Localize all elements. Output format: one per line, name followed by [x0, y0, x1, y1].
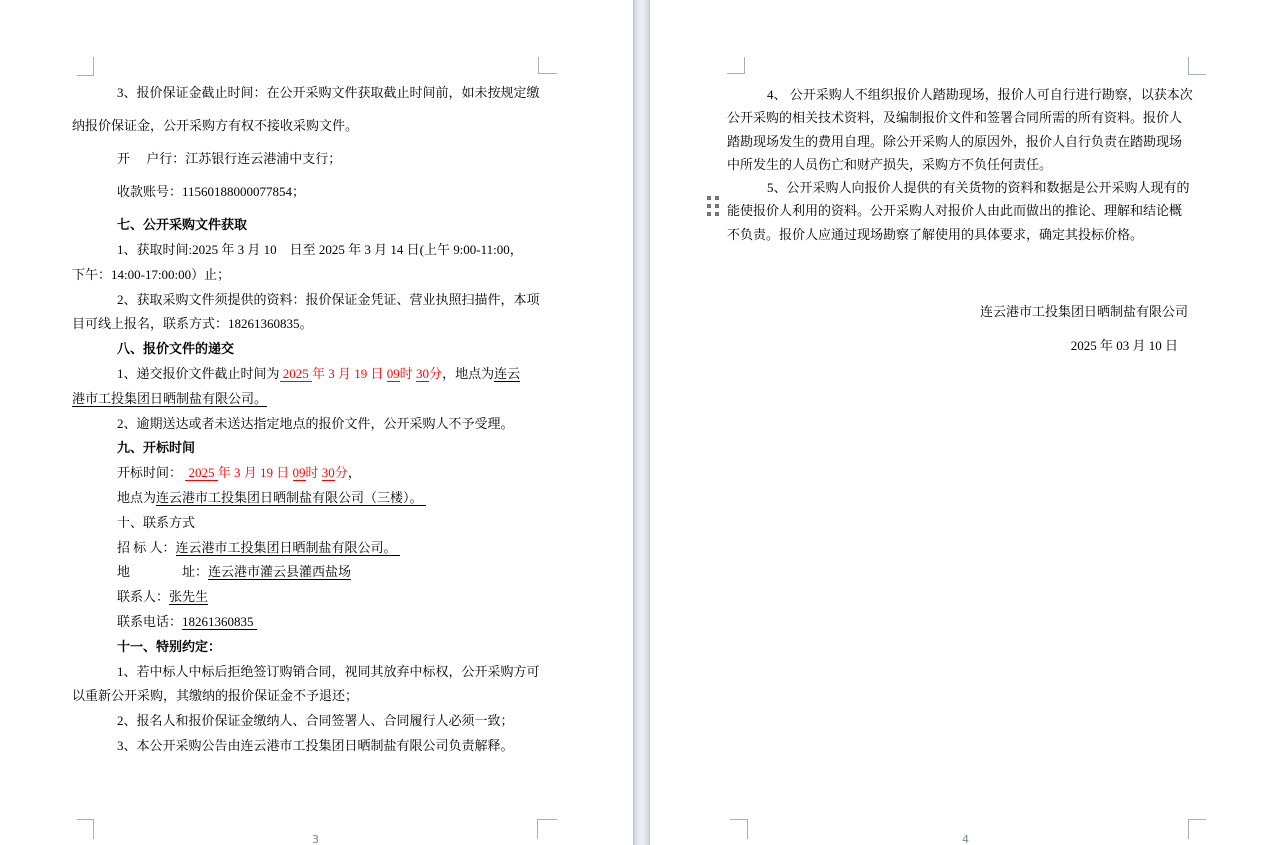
text-line: [727, 176, 1232, 199]
text-segment: 联系人：: [117, 589, 170, 605]
text-segment: 18261360835: [182, 613, 257, 629]
text-line: [72, 734, 602, 759]
text-segment: 地点为: [117, 489, 157, 505]
text-segment: 不负责。报价人应通过现场勘察了解使用的具体要求，确定其投标价格。: [727, 226, 1144, 242]
text-line: [727, 130, 1232, 153]
text-segment: 公开采购的相关技术资料，及编制报价文件和签署合同所需的所有资料。报价人: [727, 110, 1183, 126]
text-segment: 中所发生的人员伤亡和财产损失，采购方不负任何责任。: [727, 156, 1053, 172]
text-line: [72, 412, 602, 437]
page-number-left: 3: [312, 833, 319, 845]
text-line: [727, 83, 1232, 106]
text-segment: 3、报价保证金截止时间：在公开采购文件获取截止时间前，如未按规定缴: [117, 85, 540, 100]
text-segment: 年 3 月 19 日: [312, 365, 387, 381]
text-segment: 七、公开采购文件获取: [117, 217, 248, 232]
text-line: [72, 610, 602, 635]
crop-mark: [537, 819, 557, 839]
crop-mark: [538, 57, 557, 74]
text-segment: 时: [305, 465, 322, 481]
text-line: [72, 312, 602, 337]
text-segment: 联系电话：: [117, 613, 183, 629]
text-segment: 1、递交报价文件截止时间为: [117, 365, 280, 381]
drag-handle-dot: [707, 204, 711, 208]
text-segment: 开 户行：江苏银行连云港浦中支行；: [117, 151, 342, 166]
text-segment: 年 3 月 19 日: [217, 465, 293, 481]
text-segment: 以重新公开采购，其缴纳的报价保证金不予退还；: [72, 688, 359, 704]
signature-company: 连云港市工投集团日晒制盐有限公司: [979, 304, 1188, 319]
crop-mark: [1188, 819, 1206, 839]
text-line: [727, 199, 1232, 222]
text-segment: 地 址：: [117, 564, 209, 580]
text-segment: 3、本公开采购公告由连云港市工投集团日晒制盐有限公司负责解释。: [117, 737, 514, 753]
text-line: [72, 362, 602, 387]
text-segment: 5、公开采购人向报价人提供的有关货物的资料和数据是公开采购人现有的: [767, 180, 1190, 196]
drag-handle-dot: [707, 196, 711, 200]
text-segment: 目可线上报名，联系方式：18261360835。: [72, 316, 313, 332]
crop-mark: [77, 819, 94, 839]
drag-handle-dot: [715, 204, 719, 208]
text-segment: 2025: [185, 465, 218, 481]
right-page-text-block: [727, 83, 1232, 246]
text-line: [727, 223, 1232, 246]
text-segment: 1、若中标人中标后拒绝签订购销合同，视同其放弃中标权，公开采购方可: [117, 663, 540, 679]
crop-mark: [730, 819, 748, 839]
text-segment: 十、联系方式: [117, 514, 196, 530]
crop-mark: [77, 57, 94, 76]
text-segment: 分: [334, 465, 348, 481]
text-line: [72, 486, 602, 511]
page-divider: [633, 0, 650, 845]
text-segment: 下午：14:00-17:00:00）止；: [72, 266, 231, 282]
text-segment: 2、逾期送达或者未送达指定地点的报价文件，公开采购人不予受理。: [117, 415, 514, 431]
text-segment: 30: [321, 465, 335, 481]
text-segment: 2025: [279, 365, 313, 381]
text-segment: 八、报价文件的递交: [117, 341, 235, 357]
text-segment: 九、开标时间: [117, 440, 196, 456]
text-line: [72, 288, 602, 313]
text-segment: 收款账号：11560188000077854；: [117, 184, 306, 199]
text-line: [72, 175, 602, 208]
text-line: [72, 142, 602, 175]
text-line: [72, 263, 602, 288]
text-line: [727, 153, 1232, 176]
drag-handle-dot: [715, 196, 719, 200]
text-line: [72, 238, 602, 263]
text-line: [72, 635, 602, 660]
crop-mark: [1188, 57, 1206, 75]
text-segment: 2、报名人和报价保证金缴纳人、合同签署人、合同履行人必须一致；: [117, 713, 514, 729]
drag-handle-dot: [715, 212, 719, 216]
text-segment: 张先生: [169, 589, 209, 605]
text-line: [72, 684, 602, 709]
text-segment: ，地点为: [442, 365, 495, 381]
text-segment: 09: [292, 465, 306, 481]
text-line: [72, 536, 602, 561]
text-segment: 踏勘现场发生的费用自理。除公开采购人的原因外，报价人自行负责在踏勘现场: [727, 133, 1183, 149]
drag-handle-dot: [707, 212, 711, 216]
left-page-text-block-top: [72, 76, 602, 241]
text-segment: 能使报价人利用的资料。公开采购人对报价人由此而做出的推论、理解和结论概: [727, 203, 1183, 219]
text-line: [72, 511, 602, 536]
text-segment: 招 标 人：: [117, 539, 176, 555]
text-segment: 30: [416, 365, 430, 381]
text-segment: 连云港市工投集团日晒制盐有限公司（三楼）。: [156, 489, 426, 505]
text-line: [72, 709, 602, 734]
text-line: [72, 436, 602, 461]
text-segment: 分: [429, 365, 443, 381]
text-segment: 4、 公开采购人不组织报价人踏勘现场，报价人可自行进行勘察，以获本次: [767, 87, 1193, 102]
text-line: [72, 109, 602, 142]
drag-handle-icon[interactable]: [707, 196, 719, 216]
text-line: [72, 387, 602, 412]
text-segment: 连云港市灌云县灌西盐场: [208, 564, 352, 580]
text-segment: 连云: [494, 365, 521, 381]
text-segment: 港市工投集团日晒制盐有限公司。: [72, 390, 268, 406]
text-line: [72, 585, 602, 610]
text-line: [72, 208, 602, 241]
text-segment: ，: [347, 465, 361, 481]
text-line: [72, 660, 602, 685]
text-segment: 连云港市工投集团日晒制盐有限公司。: [175, 539, 400, 555]
text-segment: 09: [386, 365, 400, 381]
crop-mark: [727, 57, 745, 74]
text-segment: 十一、特别约定：: [117, 638, 222, 654]
text-line: [72, 337, 602, 362]
signature-date: 2025 年 03 月 10 日: [1070, 338, 1178, 353]
text-segment: 时: [399, 365, 417, 381]
left-page-text-block-main: [72, 238, 602, 759]
text-segment: 2、获取采购文件须提供的资料：报价保证金凭证、营业执照扫描件，本项: [117, 291, 540, 307]
page-number-right: 4: [962, 833, 969, 845]
text-line: [72, 461, 602, 486]
text-segment: 1、获取时间:2025 年 3 月 10 日至 2025 年 3 月 14 日(上午 9:00-11:00，: [117, 242, 523, 257]
text-segment: 开标时间：: [117, 465, 186, 481]
text-line: [72, 76, 602, 109]
text-line: [727, 106, 1232, 129]
text-segment: 纳报价保证金，公开采购方有权不接收采购文件。: [72, 118, 359, 133]
text-line: [72, 560, 602, 585]
